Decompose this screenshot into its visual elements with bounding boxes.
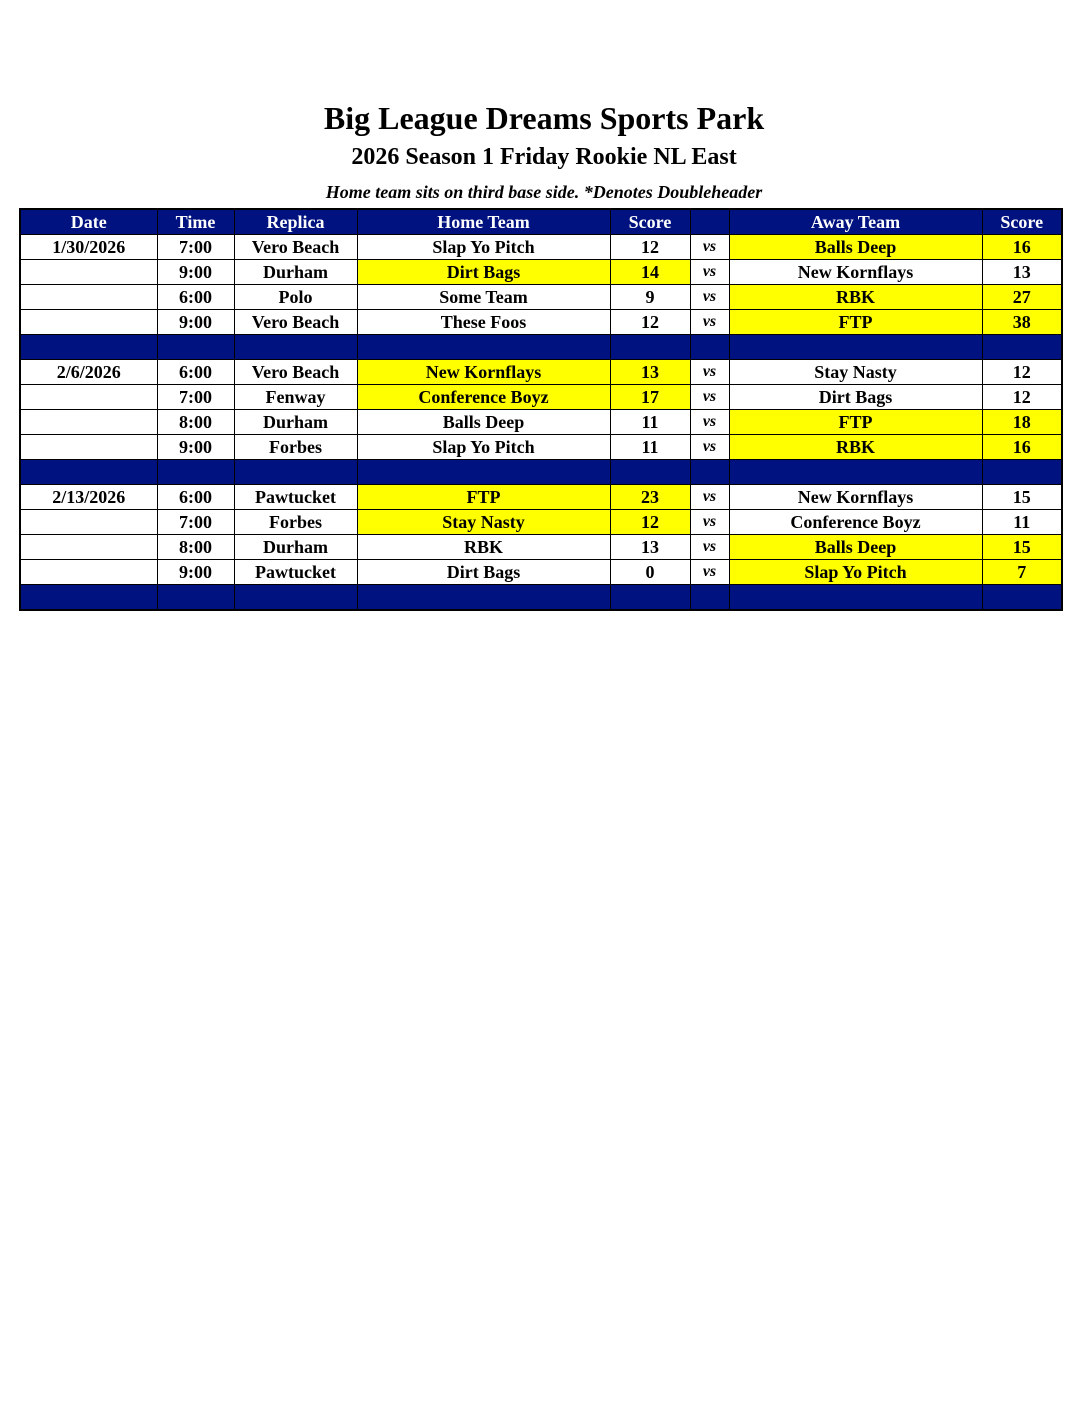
away-score-cell: 16 [982, 235, 1062, 260]
col-header-replica: Replica [234, 209, 357, 235]
separator-cell [982, 335, 1062, 360]
date-cell [20, 285, 157, 310]
vs-cell: vs [690, 385, 729, 410]
separator-cell [20, 460, 157, 485]
replica-cell: Fenway [234, 385, 357, 410]
schedule-table [19, 208, 1063, 611]
time-cell: 6:00 [157, 285, 234, 310]
away-team-cell: Balls Deep [729, 535, 982, 560]
game-row [20, 410, 1062, 435]
date-cell [20, 260, 157, 285]
vs-cell: vs [690, 510, 729, 535]
away-score-cell: 13 [982, 260, 1062, 285]
away-team-cell: FTP [729, 310, 982, 335]
home-team-cell: Some Team [357, 285, 610, 310]
separator-cell [157, 585, 234, 611]
game-row [20, 260, 1062, 285]
vs-cell: vs [690, 535, 729, 560]
time-cell: 7:00 [157, 510, 234, 535]
date-cell [20, 535, 157, 560]
page-title: Big League Dreams Sports Park [323, 100, 765, 136]
away-team-cell: FTP [729, 410, 982, 435]
home-team-cell: Dirt Bags [357, 260, 610, 285]
home-score-cell: 17 [610, 385, 690, 410]
home-score-cell: 9 [610, 285, 690, 310]
game-row [20, 310, 1062, 335]
header-row [20, 209, 1062, 235]
home-team-cell: Dirt Bags [357, 560, 610, 585]
game-row [20, 560, 1062, 585]
home-score-cell: 13 [610, 360, 690, 385]
week-separator-row [20, 585, 1062, 611]
home-team-cell: RBK [357, 535, 610, 560]
separator-cell [610, 335, 690, 360]
separator-cell [610, 585, 690, 611]
home-team-cell: Slap Yo Pitch [357, 435, 610, 460]
replica-cell: Durham [234, 535, 357, 560]
away-score-cell: 16 [982, 435, 1062, 460]
replica-cell: Vero Beach [234, 235, 357, 260]
time-cell: 6:00 [157, 360, 234, 385]
col-header-time: Time [157, 209, 234, 235]
separator-cell [610, 460, 690, 485]
away-score-cell: 27 [982, 285, 1062, 310]
home-team-cell: These Foos [357, 310, 610, 335]
away-team-cell: New Kornflays [729, 260, 982, 285]
col-header-home-score: Score [610, 209, 690, 235]
date-cell: 2/13/2026 [20, 485, 157, 510]
col-header-home-team: Home Team [357, 209, 610, 235]
page-subtitle: 2026 Season 1 Friday Rookie NL East [351, 144, 737, 170]
time-cell: 9:00 [157, 435, 234, 460]
vs-cell: vs [690, 410, 729, 435]
separator-cell [729, 335, 982, 360]
date-cell [20, 560, 157, 585]
time-cell: 9:00 [157, 260, 234, 285]
replica-cell: Vero Beach [234, 360, 357, 385]
away-team-cell: RBK [729, 435, 982, 460]
game-row [20, 435, 1062, 460]
replica-cell: Polo [234, 285, 357, 310]
away-team-cell: Dirt Bags [729, 385, 982, 410]
separator-cell [234, 585, 357, 611]
col-header-away-score: Score [982, 209, 1062, 235]
replica-cell: Vero Beach [234, 310, 357, 335]
separator-cell [690, 335, 729, 360]
home-team-cell: Balls Deep [357, 410, 610, 435]
away-score-cell: 38 [982, 310, 1062, 335]
col-header-away-team: Away Team [729, 209, 982, 235]
home-score-cell: 12 [610, 510, 690, 535]
week-separator-row [20, 335, 1062, 360]
game-row [20, 385, 1062, 410]
date-cell [20, 435, 157, 460]
col-header-date: Date [20, 209, 157, 235]
away-score-cell: 7 [982, 560, 1062, 585]
away-score-cell: 12 [982, 385, 1062, 410]
separator-cell [357, 335, 610, 360]
vs-cell: vs [690, 285, 729, 310]
vs-cell: vs [690, 260, 729, 285]
separator-cell [20, 335, 157, 360]
game-row [20, 360, 1062, 385]
date-cell: 2/6/2026 [20, 360, 157, 385]
game-row [20, 285, 1062, 310]
away-team-cell: Conference Boyz [729, 510, 982, 535]
time-cell: 7:00 [157, 385, 234, 410]
game-row [20, 235, 1062, 260]
separator-cell [20, 585, 157, 611]
separator-cell [690, 460, 729, 485]
time-cell: 6:00 [157, 485, 234, 510]
separator-cell [690, 585, 729, 611]
home-score-cell: 14 [610, 260, 690, 285]
separator-cell [157, 335, 234, 360]
date-cell: 1/30/2026 [20, 235, 157, 260]
game-row [20, 535, 1062, 560]
home-team-cell: Conference Boyz [357, 385, 610, 410]
separator-cell [157, 460, 234, 485]
date-cell [20, 310, 157, 335]
date-cell [20, 410, 157, 435]
time-cell: 9:00 [157, 310, 234, 335]
game-row [20, 510, 1062, 535]
home-score-cell: 12 [610, 310, 690, 335]
separator-cell [357, 460, 610, 485]
separator-cell [729, 460, 982, 485]
time-cell: 9:00 [157, 560, 234, 585]
away-score-cell: 15 [982, 485, 1062, 510]
home-score-cell: 23 [610, 485, 690, 510]
time-cell: 8:00 [157, 410, 234, 435]
away-score-cell: 18 [982, 410, 1062, 435]
replica-cell: Durham [234, 260, 357, 285]
schedule-note: Home team sits on third base side. *Denotes Doubleheader [325, 182, 763, 202]
separator-cell [357, 585, 610, 611]
away-team-cell: New Kornflays [729, 485, 982, 510]
away-team-cell: RBK [729, 285, 982, 310]
away-team-cell: Stay Nasty [729, 360, 982, 385]
vs-cell: vs [690, 360, 729, 385]
separator-cell [982, 460, 1062, 485]
home-team-cell: Stay Nasty [357, 510, 610, 535]
game-row [20, 485, 1062, 510]
home-score-cell: 11 [610, 435, 690, 460]
vs-cell: vs [690, 485, 729, 510]
vs-cell: vs [690, 310, 729, 335]
time-cell: 8:00 [157, 535, 234, 560]
replica-cell: Pawtucket [234, 485, 357, 510]
home-score-cell: 13 [610, 535, 690, 560]
vs-cell: vs [690, 235, 729, 260]
vs-cell: vs [690, 560, 729, 585]
away-score-cell: 12 [982, 360, 1062, 385]
separator-cell [729, 585, 982, 611]
date-cell [20, 510, 157, 535]
home-score-cell: 12 [610, 235, 690, 260]
time-cell: 7:00 [157, 235, 234, 260]
home-score-cell: 0 [610, 560, 690, 585]
home-team-cell: Slap Yo Pitch [357, 235, 610, 260]
separator-cell [234, 335, 357, 360]
away-score-cell: 15 [982, 535, 1062, 560]
separator-cell [234, 460, 357, 485]
away-score-cell: 11 [982, 510, 1062, 535]
replica-cell: Durham [234, 410, 357, 435]
home-team-cell: FTP [357, 485, 610, 510]
home-team-cell: New Kornflays [357, 360, 610, 385]
replica-cell: Pawtucket [234, 560, 357, 585]
vs-cell: vs [690, 435, 729, 460]
away-team-cell: Balls Deep [729, 235, 982, 260]
separator-cell [982, 585, 1062, 611]
away-team-cell: Slap Yo Pitch [729, 560, 982, 585]
date-cell [20, 385, 157, 410]
week-separator-row [20, 460, 1062, 485]
home-score-cell: 11 [610, 410, 690, 435]
replica-cell: Forbes [234, 435, 357, 460]
replica-cell: Forbes [234, 510, 357, 535]
col-header-vs [690, 209, 729, 235]
